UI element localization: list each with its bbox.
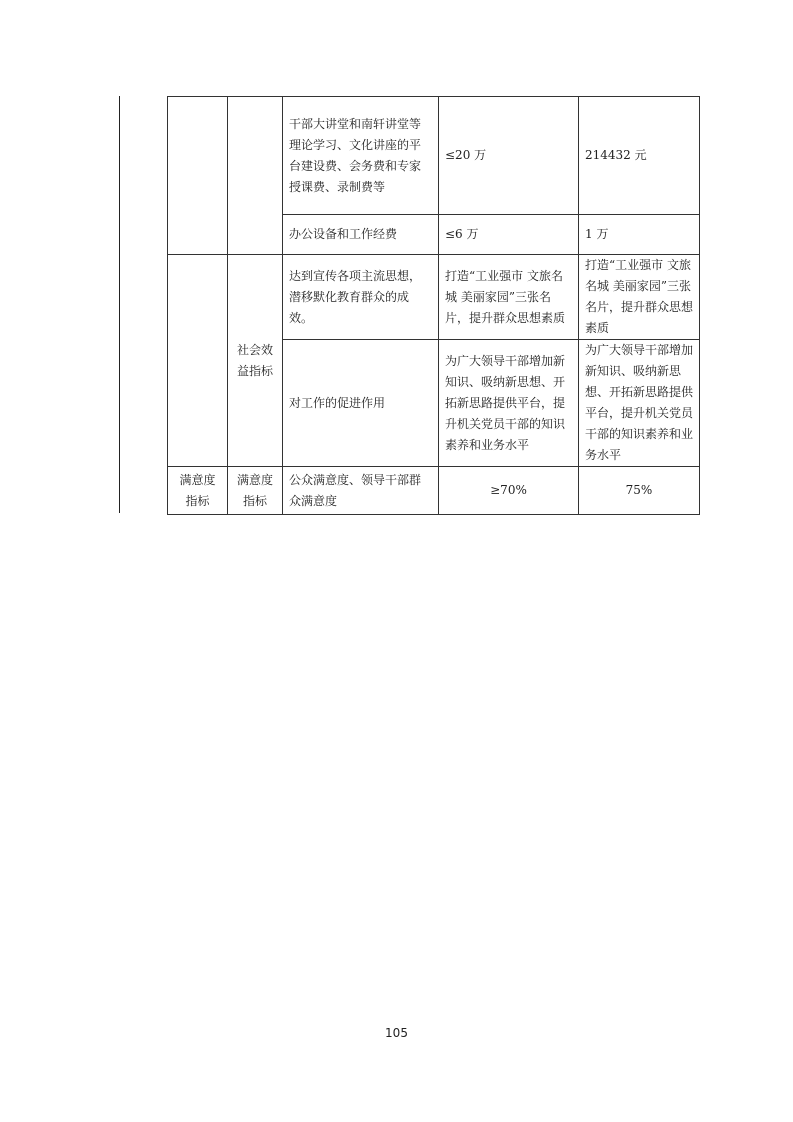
actual-cell: 为广大领导干部增加新知识、吸纳新思想、开拓新思路提供平台，提升机关党员干部的知识素养和业务水平 [579,340,700,467]
target-cell: ≥70% [439,467,579,515]
sub-category-cell: 社会效益指标 [228,255,283,467]
actual-cell: 1 万 [579,215,700,255]
content-cell: 办公设备和工作经费 [283,215,439,255]
category-cell: 满意度指标 [168,467,228,515]
target-cell: 打造“工业强市 文旅名城 美丽家园”三张名片，提升群众思想素质 [439,255,579,340]
table-row [168,97,700,215]
actual-cell: 214432 元 [579,97,700,215]
target-cell: ≤20 万 [439,97,579,215]
table-row [168,255,700,340]
actual-cell: 打造“工业强市 文旅名城 美丽家园”三张名片，提升群众思想素质 [579,255,700,340]
sub-category-cell: 满意度指标 [228,467,283,515]
target-cell: ≤6 万 [439,215,579,255]
content-cell: 达到宣传各项主流思想，潜移默化教育群众的成效。 [283,255,439,340]
sub-category-cell [228,97,283,255]
category-cell [168,255,228,467]
actual-cell: 75% [579,467,700,515]
content-cell: 对工作的促进作用 [283,340,439,467]
content-cell: 公众满意度、领导干部群众满意度 [283,467,439,515]
page-number: 105 [385,1026,408,1040]
category-cell [168,97,228,255]
performance-table [167,96,700,515]
margin-line [119,96,120,513]
target-cell: 为广大领导干部增加新知识、吸纳新思想、开拓新思路提供平台，提升机关党员干部的知识素养和业务水平 [439,340,579,467]
table-row [168,467,700,515]
content-cell: 干部大讲堂和南轩讲堂等理论学习、文化讲座的平台建设费、会务费和专家授课费、录制费等 [283,97,439,215]
